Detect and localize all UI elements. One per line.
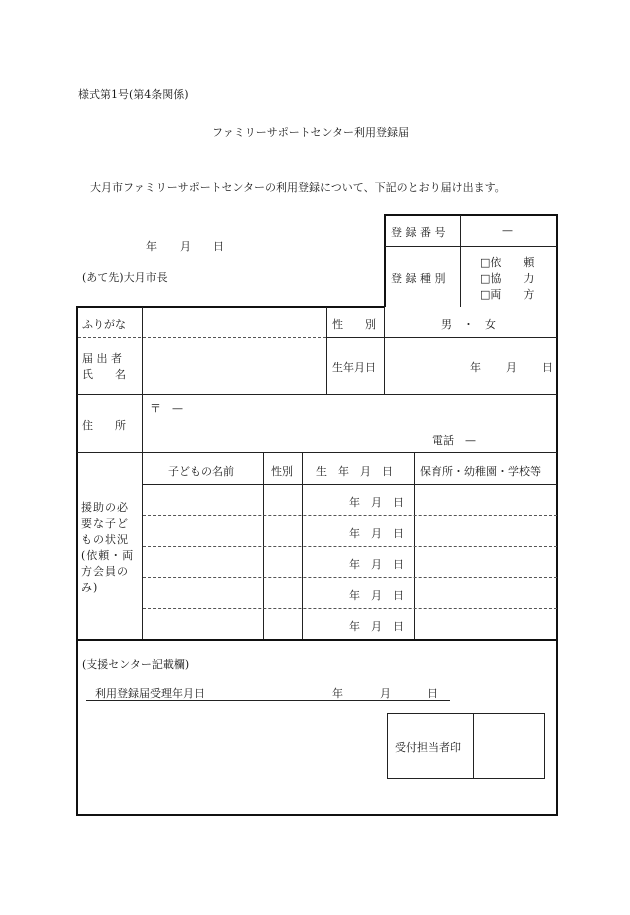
address-label: 住 所 xyxy=(82,419,126,432)
frame-line xyxy=(76,306,78,816)
frame-line xyxy=(384,214,386,307)
frame-line xyxy=(143,546,557,547)
children-label-line: もの状況 xyxy=(81,533,129,546)
frame-line xyxy=(77,394,557,395)
date-year: 年 xyxy=(146,240,157,253)
reg-type-label: 登 録 種 別 xyxy=(391,272,446,285)
frame-line xyxy=(76,814,558,816)
form-number: 様式第1号(第4条関係) xyxy=(78,88,189,101)
received-month: 月 xyxy=(380,687,391,700)
frame-line xyxy=(77,639,557,641)
child-row-dob[interactable]: 年 月 日 xyxy=(349,558,404,571)
reg-type-option-both[interactable]: □両 方 xyxy=(480,288,535,301)
form-title: ファミリーサポートセンター利用登録届 xyxy=(212,126,410,139)
frame-line xyxy=(76,306,385,308)
frame-line xyxy=(143,515,557,516)
children-label-line: み) xyxy=(81,581,99,594)
frame-line xyxy=(142,394,143,452)
frame-line xyxy=(143,484,557,485)
furigana-field[interactable] xyxy=(148,312,322,332)
stamp-area[interactable] xyxy=(476,716,540,775)
dob-label: 生年月日 xyxy=(332,361,376,374)
frame-line xyxy=(384,307,385,394)
office-section-title: (支援センター記載欄) xyxy=(82,658,190,671)
received-day: 日 xyxy=(427,687,438,700)
child-row-dob[interactable]: 年 月 日 xyxy=(349,620,404,633)
frame-line xyxy=(326,307,327,394)
col-child-dob: 生 年 月 日 xyxy=(316,465,393,478)
name-label-line1: 届 出 者 xyxy=(82,352,122,365)
furigana-label: ふりがな xyxy=(82,318,126,331)
children-label-line: (依頼・両 xyxy=(81,549,135,562)
frame-line xyxy=(142,307,143,394)
received-year: 年 xyxy=(332,687,343,700)
date-day: 日 xyxy=(213,240,224,253)
frame-line xyxy=(384,214,558,216)
frame-line xyxy=(143,577,557,578)
child-row-dob[interactable]: 年 月 日 xyxy=(349,589,404,602)
children-label-line: 援助の必 xyxy=(81,501,129,514)
gender-value[interactable]: 男 ・ 女 xyxy=(441,318,496,331)
reg-type-option-support[interactable]: □協 力 xyxy=(480,272,535,285)
frame-line xyxy=(327,337,557,338)
col-child-school: 保育所・幼稚園・学校等 xyxy=(420,465,541,478)
children-label-line: 方会員の xyxy=(81,565,129,578)
reg-number-value: — xyxy=(502,224,513,237)
date-month: 月 xyxy=(180,240,191,253)
name-label-line2: 氏 名 xyxy=(82,368,126,381)
addressee: (あて先)大月市長 xyxy=(82,271,168,284)
reg-number-label: 登 録 番 号 xyxy=(391,226,446,239)
children-label-line: 要な子ど xyxy=(81,517,129,530)
received-date-label: 利用登録届受理年月日 xyxy=(95,687,205,700)
frame-line xyxy=(460,215,461,307)
reg-type-option-request[interactable]: □依 頼 xyxy=(480,256,535,269)
intro-text: 大月市ファミリーサポートセンターの利用登録について、下記のとおり届け出ます。 xyxy=(90,181,506,194)
stamp-label: 受付担当者印 xyxy=(395,741,461,754)
stamp-divider xyxy=(473,713,474,778)
col-child-name: 子どもの名前 xyxy=(168,465,234,478)
child-row-dob[interactable]: 年 月 日 xyxy=(349,496,404,509)
name-field[interactable] xyxy=(148,344,322,388)
dob-month: 月 xyxy=(506,361,517,374)
dob-day: 日 xyxy=(542,361,553,374)
children-section-label xyxy=(81,500,134,596)
phone-field[interactable]: 電話 — xyxy=(432,434,476,447)
frame-line xyxy=(77,452,557,453)
gender-label: 性 別 xyxy=(332,318,376,331)
col-child-gender: 性別 xyxy=(271,465,293,478)
frame-line xyxy=(78,337,326,338)
frame-line xyxy=(143,608,557,609)
child-row-dob[interactable]: 年 月 日 xyxy=(349,527,404,540)
dob-year: 年 xyxy=(470,361,481,374)
postal-code[interactable]: 〒 — xyxy=(150,402,183,415)
frame-line xyxy=(385,246,557,247)
received-underline xyxy=(86,700,450,701)
